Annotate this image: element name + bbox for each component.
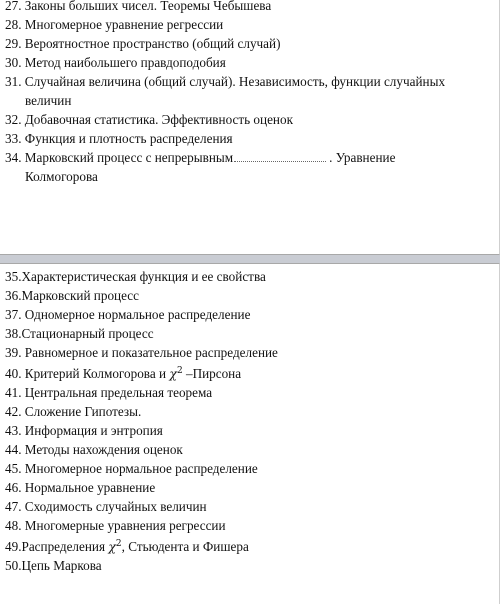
document-page-top bbox=[0, 0, 500, 255]
list-item-46: 46. Нормальное уравнение bbox=[5, 480, 156, 496]
list-item-34-line2: Колмогорова bbox=[25, 169, 98, 184]
list-item-33: 33. Функция и плотность распределения bbox=[5, 131, 233, 146]
list-item-40 bbox=[5, 362, 495, 383]
chi-letter: χ bbox=[169, 366, 177, 382]
chi-letter: χ bbox=[108, 539, 116, 555]
list-item-30: 30. Метод наибольшего правдоподобия bbox=[5, 55, 226, 70]
list-item-31 bbox=[5, 72, 495, 110]
list-item-40-text: 40. Критерий Колмогорова и bbox=[5, 366, 167, 382]
list-item-48: 48. Многомерные уравнения регрессии bbox=[5, 518, 226, 534]
list-item-42: 42. Сложение Гипотезы. bbox=[5, 404, 142, 420]
page-separator bbox=[0, 255, 500, 263]
question-list-bottom bbox=[5, 267, 495, 575]
list-item-28: 28. Многомерное уравнение регрессии bbox=[5, 17, 224, 32]
chi-squared-symbol bbox=[169, 366, 182, 381]
list-item-41: 41. Центральная предельная теорема bbox=[5, 385, 213, 401]
list-item-49 bbox=[5, 535, 495, 556]
chi-exponent: 2 bbox=[176, 366, 183, 376]
list-item-36: 36.Марковский процесс bbox=[5, 288, 139, 303]
spellcheck-underline bbox=[234, 155, 326, 162]
list-item-31-line1: 31. Случайная величина (общий случай). Независимость, функции случайных bbox=[5, 74, 446, 89]
list-item-37: 37. Одномерное нормальное распределение bbox=[5, 307, 251, 322]
list-item-32: 32. Добавочная статистика. Эффективность оценок bbox=[5, 112, 293, 127]
chi-squared-symbol bbox=[108, 539, 121, 554]
list-item-50: 50.Цепь Маркова bbox=[5, 558, 102, 574]
list-item-34-text: 34. Марковский процесс с непрерывным bbox=[5, 150, 234, 165]
list-item-27: 27. Законы больших чисел. Теоремы Чебышева bbox=[5, 0, 272, 13]
chi-exponent: 2 bbox=[115, 539, 122, 550]
list-item-40-text-after: –Пирсона bbox=[182, 366, 242, 382]
list-item-49-text: 49.Распределения bbox=[5, 539, 106, 555]
list-item-49-text-after: , Стьюдента и Фишера bbox=[121, 539, 249, 555]
list-item-39: 39. Равномерное и показательное распределение bbox=[5, 345, 278, 360]
list-item-31-line2: величин bbox=[25, 93, 72, 108]
document-page-bottom bbox=[0, 263, 500, 604]
question-list-top bbox=[5, 0, 495, 186]
list-item-45: 45. Многомерное нормальное распределение bbox=[5, 461, 258, 477]
list-item-44: 44. Методы нахождения оценок bbox=[5, 442, 183, 458]
list-item-47: 47. Сходимость случайных величин bbox=[5, 499, 207, 515]
list-item-34 bbox=[5, 148, 495, 186]
list-item-38: 38.Стационарный процесс bbox=[5, 326, 154, 341]
list-item-43: 43. Информация и энтропия bbox=[5, 423, 163, 439]
list-item-34-text-after: . Уравнение bbox=[329, 150, 396, 165]
list-item-35: 35.Характеристическая функция и ее свойства bbox=[5, 269, 266, 284]
list-item-29: 29. Вероятностное пространство (общий случай) bbox=[5, 36, 281, 51]
